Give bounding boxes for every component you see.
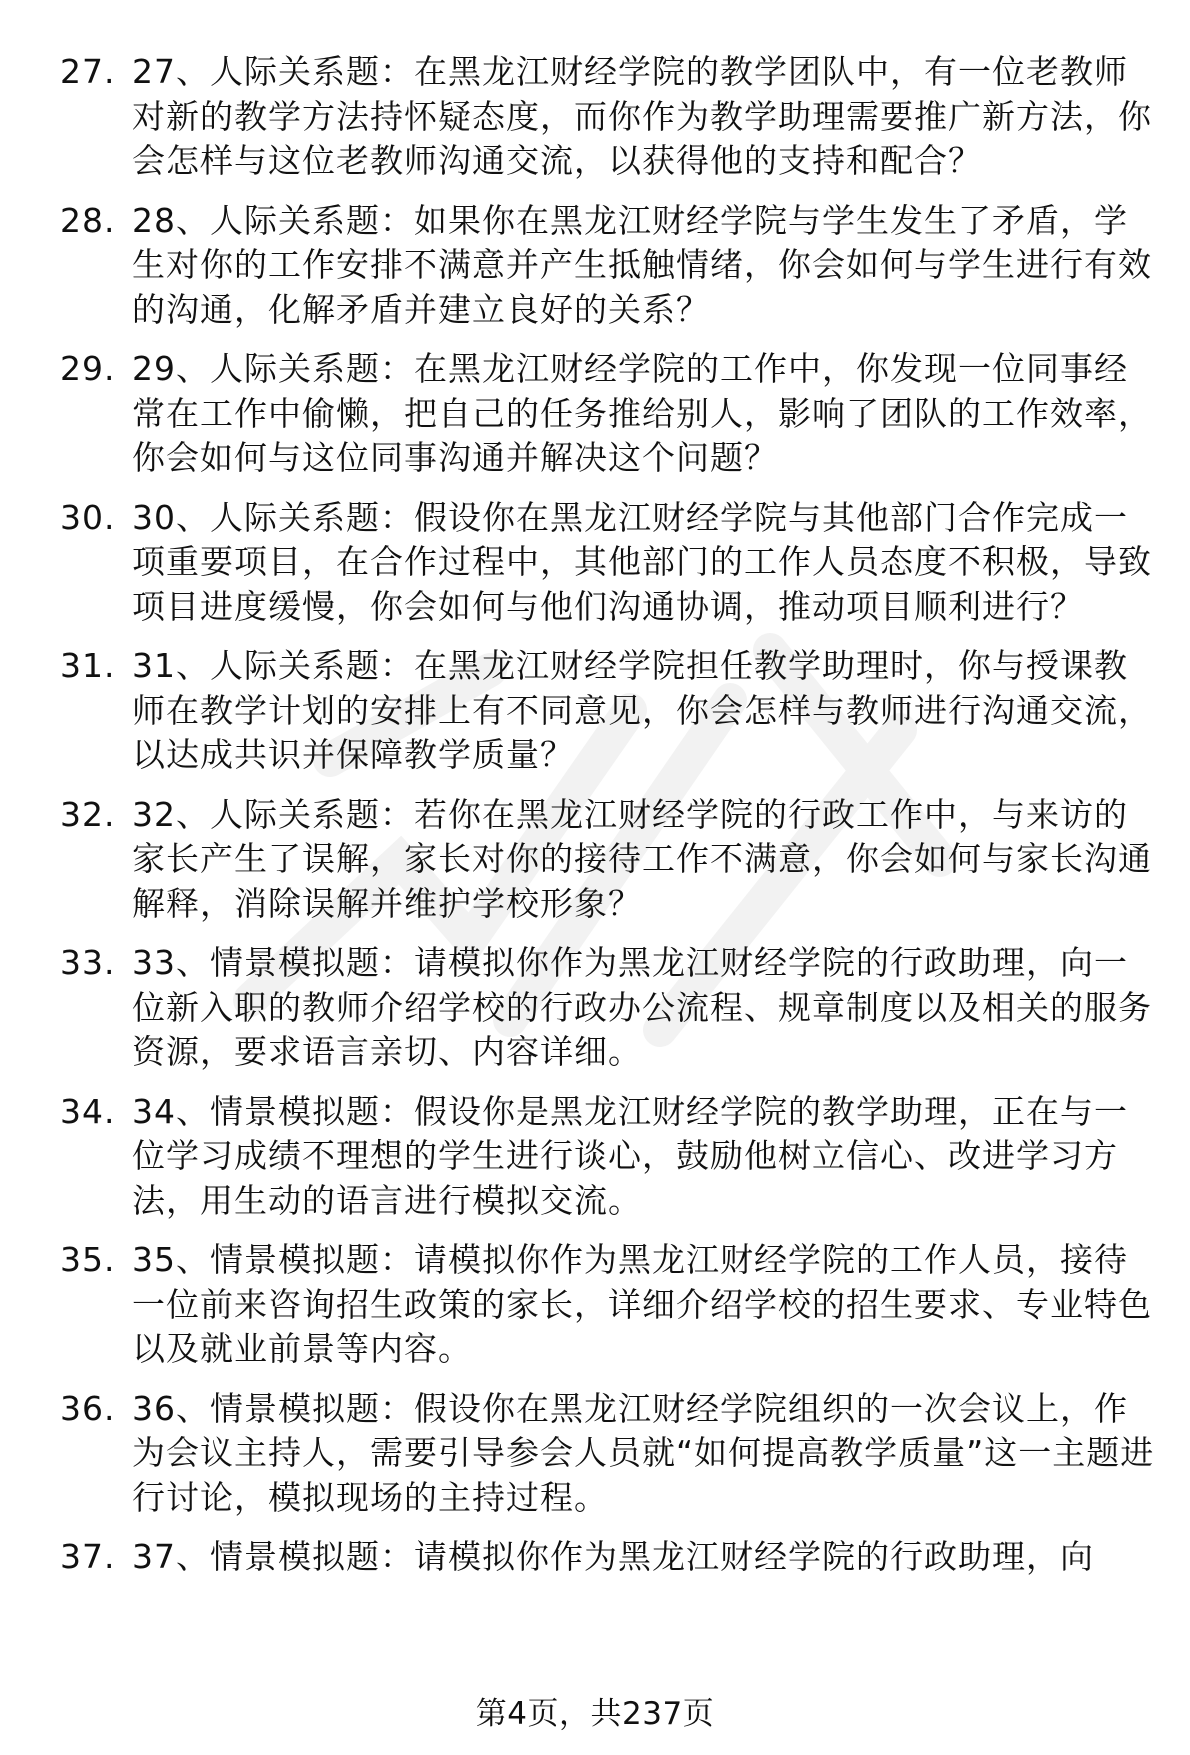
question-number: 36.	[60, 1388, 116, 1428]
question-item	[60, 199, 1160, 333]
question-number: 34.	[60, 1091, 116, 1131]
question-number: 29.	[60, 349, 116, 388]
question-number: 33.	[60, 943, 116, 982]
question-item	[60, 644, 1160, 778]
question-number: 32.	[60, 794, 116, 834]
question-item	[60, 793, 1160, 927]
question-text: 35、情景模拟题：请模拟你作为黑龙江财经学院的工作人员，接待一位前来咨询招生政策的家长，详细介绍学校的招生要求、专业特色以及就业前景等内容。	[132, 1240, 1152, 1368]
question-text: 30、人际关系题：假设你在黑龙江财经学院与其他部门合作完成一项重要项目，在合作过程中，其他部门的工作人员态度不积极，导致项目进度缓慢，你会如何与他们沟通协调，推动项目顺利进行？	[132, 497, 1152, 626]
question-text: 27、人际关系题：在黑龙江财经学院的教学团队中，有一位老教师对新的教学方法持怀疑态度，而你作为教学助理需要推广新方法，你会怎样与这位老教师沟通交流，以获得他的支持和配合？	[132, 52, 1152, 180]
question-number: 28.	[60, 200, 116, 240]
question-text: 36、情景模拟题：假设你在黑龙江财经学院组织的一次会议上，作为会议主持人，需要引导参会人员就“如何提高教学质量”这一主题进行讨论，模拟现场的主持过程。	[132, 1388, 1155, 1517]
question-item	[60, 1387, 1160, 1521]
question-text: 34、情景模拟题：假设你是黑龙江财经学院的教学助理，正在与一位学习成绩不理想的学生进行谈心，鼓励他树立信心、改进学习方法，用生动的语言进行模拟交流。	[132, 1091, 1128, 1220]
question-text: 37、情景模拟题：请模拟你作为黑龙江财经学院的行政助理，向	[132, 1537, 1094, 1576]
question-item	[60, 347, 1160, 481]
question-text: 33、情景模拟题：请模拟你作为黑龙江财经学院的行政助理，向一位新入职的教师介绍学校的行政办公流程、规章制度以及相关的服务资源，要求语言亲切、内容详细。	[132, 943, 1152, 1071]
question-item	[60, 1535, 1160, 1580]
question-number: 30.	[60, 497, 116, 537]
question-item	[60, 50, 1160, 184]
question-number: 37.	[60, 1537, 116, 1576]
question-text: 29、人际关系题：在黑龙江财经学院的工作中，你发现一位同事经常在工作中偷懒，把自己的任务推给别人，影响了团队的工作效率，你会如何与这位同事沟通并解决这个问题？	[132, 349, 1152, 477]
page-number-footer: 第4页，共237页	[475, 1696, 715, 1732]
question-item	[60, 496, 1160, 630]
question-text: 32、人际关系题：若你在黑龙江财经学院的行政工作中，与来访的家长产生了误解，家长对你的接待工作不满意，你会如何与家长沟通解释，消除误解并维护学校形象？	[132, 794, 1152, 923]
question-item	[60, 1238, 1160, 1372]
question-text: 28、人际关系题：如果你在黑龙江财经学院与学生发生了矛盾，学生对你的工作安排不满意并产生抵触情绪，你会如何与学生进行有效的沟通，化解矛盾并建立良好的关系？	[132, 200, 1152, 329]
question-list	[60, 50, 1160, 1595]
question-number: 35.	[60, 1240, 116, 1279]
question-item	[60, 1090, 1160, 1224]
question-number: 31.	[60, 646, 116, 685]
question-number: 27.	[60, 52, 116, 91]
question-text: 31、人际关系题：在黑龙江财经学院担任教学助理时，你与授课教师在教学计划的安排上有不同意见，你会怎样与教师进行沟通交流，以达成共识并保障教学质量？	[132, 646, 1152, 774]
question-item	[60, 941, 1160, 1075]
